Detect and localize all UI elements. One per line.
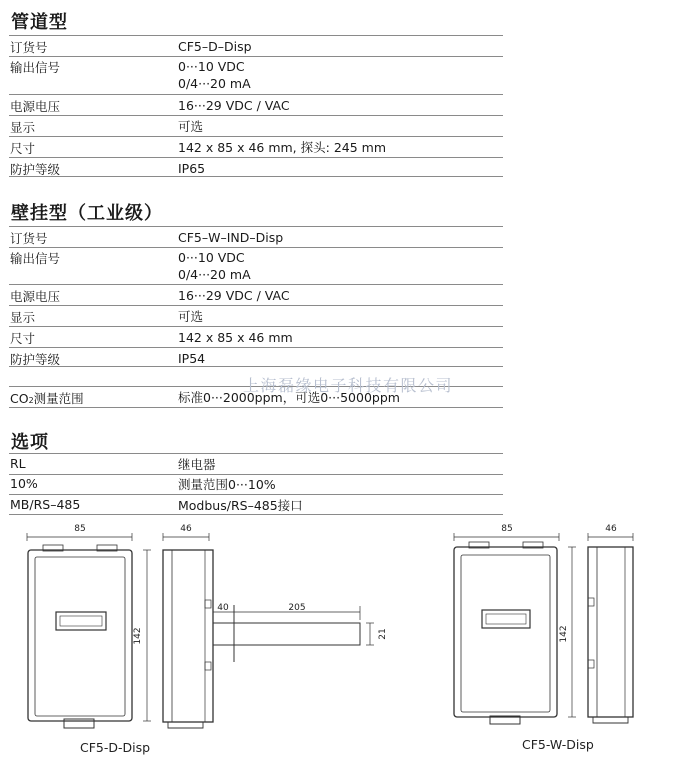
wall-value-dimensions: 142 x 85 x 46 mm [178, 330, 293, 345]
duct-value-protection: IP65 [178, 161, 206, 176]
wall-value-supply-voltage: 16···29 VDC / VAC [178, 288, 290, 303]
wall-label-output-signal: 输出信号 [10, 251, 61, 266]
section-title-duct: 管道型 [11, 12, 68, 33]
option-value-relay: 继电器 [178, 457, 216, 472]
duct-value-supply-voltage: 16···29 VDC / VAC [178, 98, 290, 113]
wall-label-dimensions: 尺寸 [10, 331, 36, 346]
wall-value-output-voltage: 0···10 VDC [178, 250, 245, 265]
wall-label-display: 显示 [10, 310, 36, 325]
wall-label-protection: 防护等级 [10, 352, 61, 367]
probe-length-dim: 205 [288, 603, 306, 613]
probe-diameter-dim: 21 [378, 628, 388, 640]
company-watermark: 上海磊缘电子科技有限公司 [243, 376, 454, 395]
duct-label-dimensions: 尺寸 [10, 141, 36, 156]
option-value-modbus: Modbus/RS–485接口 [178, 498, 303, 513]
probe-offset-dim: 40 [217, 603, 229, 613]
duct-value-order-number: CF5–D–Disp [178, 39, 252, 54]
duct-width-dim: 85 [74, 524, 86, 534]
option-label-modbus: MB/RS–485 [10, 497, 81, 512]
wall-label-supply-voltage: 电源电压 [10, 289, 61, 304]
duct-value-dimensions: 142 x 85 x 46 mm, 探头: 245 mm [178, 140, 387, 155]
wall-height-dim: 142 [559, 625, 569, 643]
wall-value-display: 可选 [178, 309, 204, 324]
wall-value-order-number: CF5–W–IND–Disp [178, 230, 284, 245]
section-title-wall: 壁挂型（工业级） [11, 203, 163, 224]
duct-side-view [163, 524, 388, 728]
option-label-relay: RL [10, 456, 26, 471]
wall-side-view [588, 524, 633, 723]
wall-label-order-number: 订货号 [10, 231, 48, 246]
duct-front-view [27, 524, 151, 728]
duct-drawing-caption: CF5-D-Disp [80, 740, 151, 755]
duct-depth-dim: 46 [180, 524, 192, 534]
duct-label-display: 显示 [10, 120, 36, 135]
wall-value-protection: IP54 [178, 351, 206, 366]
wall-front-view [454, 524, 576, 724]
option-label-range: 10% [10, 476, 38, 491]
wall-depth-dim: 46 [605, 524, 617, 534]
duct-label-output-signal: 输出信号 [10, 60, 61, 75]
co2-range-value: 标准0···2000ppm，可选0···5000ppm [178, 390, 400, 405]
duct-label-protection: 防护等级 [10, 162, 61, 177]
duct-value-display: 可选 [178, 119, 204, 134]
duct-height-dim: 142 [133, 627, 143, 645]
duct-label-order-number: 订货号 [10, 40, 48, 55]
duct-value-output-voltage: 0···10 VDC [178, 59, 245, 74]
duct-label-supply-voltage: 电源电压 [10, 99, 61, 114]
wall-width-dim: 85 [501, 524, 513, 534]
section-title-options: 选项 [11, 432, 49, 453]
co2-range-label: CO2测量范围 [10, 391, 84, 406]
wall-drawing-caption: CF5-W-Disp [522, 737, 594, 752]
duct-value-output-current: 0/4···20 mA [178, 76, 251, 91]
option-value-range: 测量范围0···10% [178, 477, 276, 492]
wall-value-output-current: 0/4···20 mA [178, 267, 251, 282]
